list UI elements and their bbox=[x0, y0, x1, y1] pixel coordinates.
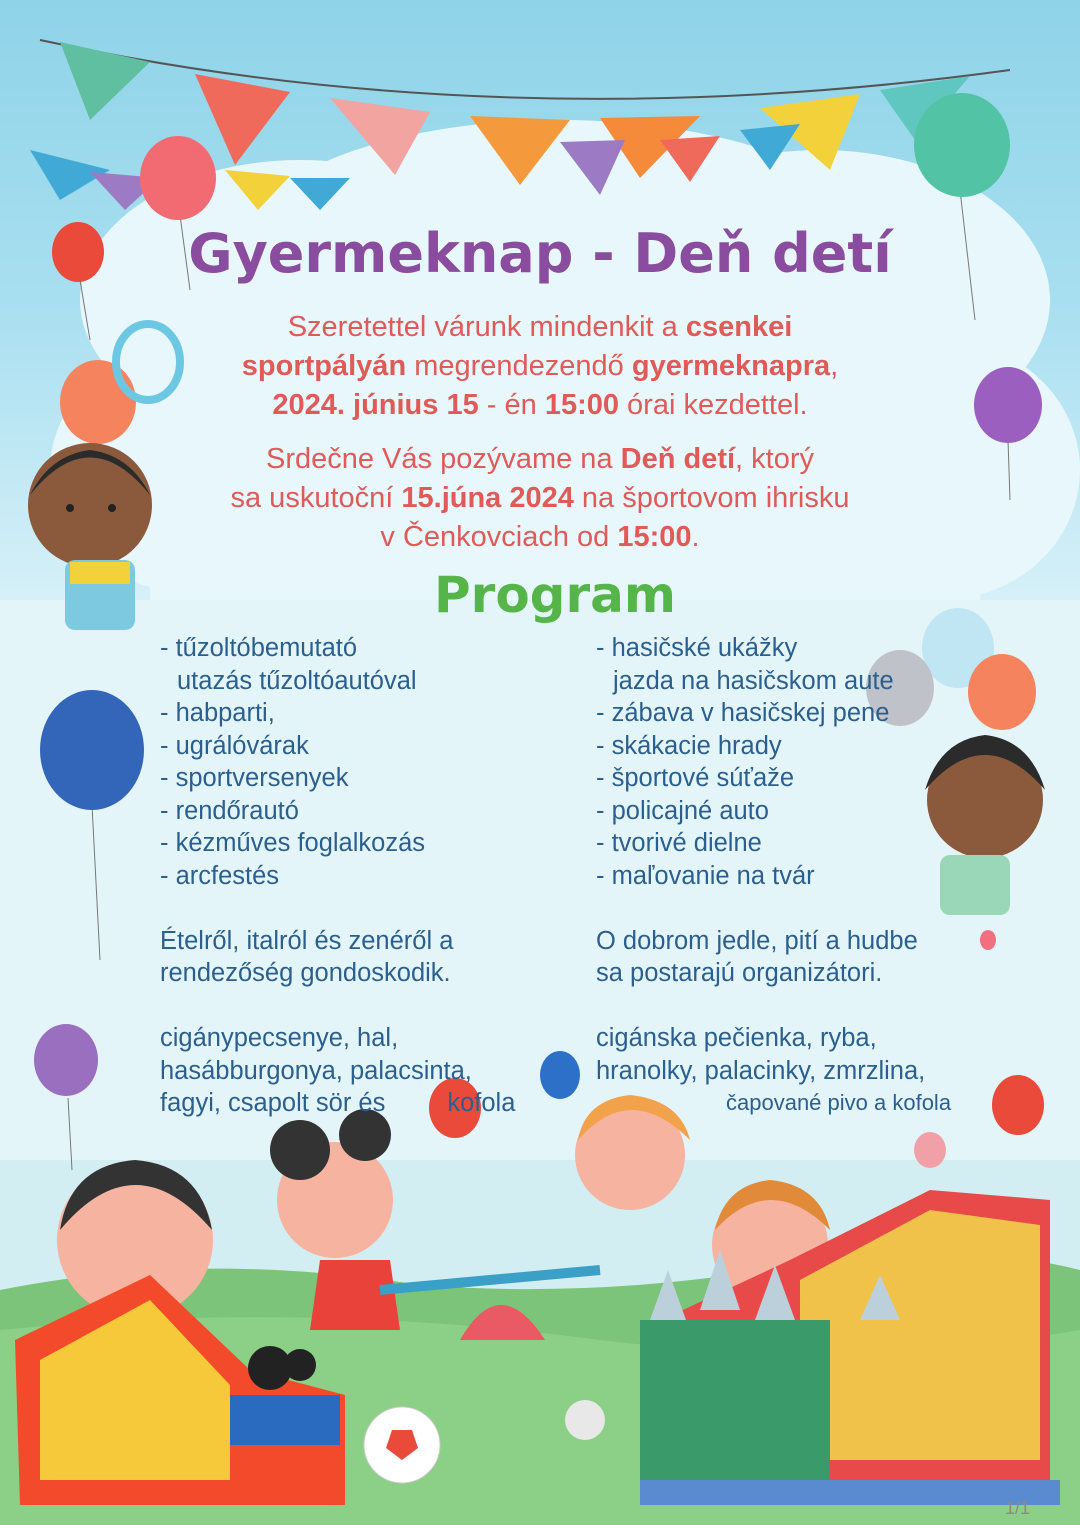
intro-slovak bbox=[100, 440, 980, 557]
intro-hu-bold: csenkei bbox=[685, 311, 793, 343]
food-line: hasábburgonya, palacsinta, bbox=[160, 1056, 472, 1085]
intro-sk-text: . bbox=[691, 521, 700, 553]
program-item: utazás tűzoltóautóval bbox=[177, 666, 417, 695]
intro-hu-time: 15:00 bbox=[544, 389, 619, 421]
food-text: kofola bbox=[447, 1089, 516, 1117]
program-item: - kézműves foglalkozás bbox=[160, 829, 426, 857]
program-column-slovak bbox=[596, 632, 996, 1120]
catering-line: Ételről, italról és zenéről a bbox=[160, 926, 454, 955]
intro-hu-text: megrendezendő bbox=[406, 350, 632, 382]
page-title: Gyermeknap - Deň detí bbox=[188, 222, 892, 285]
intro-sk-bold: Deň detí bbox=[620, 443, 736, 475]
intro-sk-text: na športovom ihrisku bbox=[573, 482, 850, 514]
program-item: - rendőrautó bbox=[160, 796, 299, 825]
page-number: 1/1 bbox=[1004, 1498, 1030, 1518]
intro-sk-text: v Čenkovciach od bbox=[380, 521, 618, 553]
food-line bbox=[160, 1087, 580, 1120]
food-line: čapované pivo a kofola bbox=[726, 1090, 952, 1115]
intro-hu-text: órai kezdettel. bbox=[618, 389, 808, 421]
program-item: - športové súťaže bbox=[596, 764, 795, 792]
program-item: - skákacie hrady bbox=[596, 731, 782, 760]
program-item: - arcfestés bbox=[160, 861, 280, 890]
soccer-ball bbox=[364, 1407, 440, 1483]
program-item: - sportversenyek bbox=[160, 764, 349, 792]
intro-hu-bold: gyermeknapra bbox=[631, 350, 831, 382]
intro-hu-text: , bbox=[830, 350, 839, 382]
program-item: - hasičské ukážky bbox=[596, 634, 798, 662]
catering-line: sa postarajú organizátori. bbox=[596, 959, 883, 987]
program-item: - maľovanie na tvár bbox=[596, 861, 815, 890]
program-column-hungarian bbox=[160, 632, 580, 1120]
food-line: cigánska pečienka, ryba, bbox=[596, 1024, 877, 1052]
intro-hu-date: 2024. június 15 bbox=[272, 389, 479, 421]
program-item: - tűzoltóbemutató bbox=[160, 634, 358, 662]
bounce-castle-right bbox=[640, 1190, 1060, 1505]
program-item: - habparti, bbox=[160, 699, 275, 727]
program-item: - tvorivé dielne bbox=[596, 829, 762, 857]
catering-line: O dobrom jedle, pití a hudbe bbox=[596, 926, 918, 955]
intro-sk-text: , ktorý bbox=[735, 443, 815, 475]
intro-sk-time: 15:00 bbox=[617, 521, 692, 553]
catering-line: rendezőség gondoskodik. bbox=[160, 959, 451, 987]
program-item: jazda na hasičskom aute bbox=[613, 666, 894, 695]
program-item: - ugrálóvárak bbox=[160, 731, 309, 760]
intro-hungarian bbox=[100, 308, 980, 425]
food-line: cigánypecsenye, hal, bbox=[160, 1024, 399, 1052]
intro-hu-text: Szeretettel várunk mindenkit a bbox=[287, 311, 686, 343]
intro-sk-text: Srdečne Vás pozývame na bbox=[265, 443, 621, 475]
intro-sk-text: sa uskutoční bbox=[230, 482, 402, 514]
intro-hu-text: - én bbox=[478, 389, 545, 421]
program-item: - zábava v hasičskej pene bbox=[596, 699, 890, 727]
program-heading: Program bbox=[434, 566, 676, 624]
food-line: hranolky, palacinky, zmrzlina, bbox=[596, 1056, 926, 1085]
intro-sk-date: 15.júna 2024 bbox=[401, 482, 574, 514]
intro-hu-bold: sportpályán bbox=[241, 350, 407, 382]
food-text: fagyi, csapolt sör és bbox=[160, 1089, 386, 1117]
program-item: - policajné auto bbox=[596, 796, 769, 825]
